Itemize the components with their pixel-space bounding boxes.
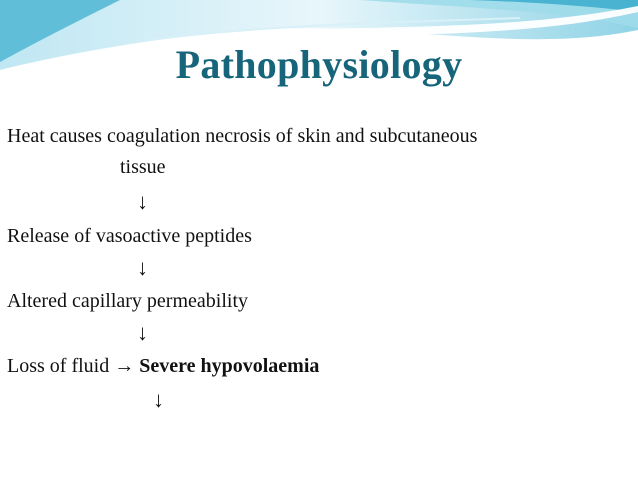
body-line-5-prefix: Loss of fluid → (7, 355, 135, 377)
body-line-2: tissue (120, 156, 166, 178)
body-line-5 (7, 354, 319, 378)
slide-title (0, 40, 638, 90)
flow-arrow-2: ↓ (137, 255, 148, 280)
flow-arrow-3: ↓ (137, 320, 148, 345)
body-line-1: Heat causes coagulation necrosis of skin and subcutaneous (7, 125, 478, 147)
body-line-4: Altered capillary permeability (7, 290, 249, 312)
flow-arrow-1: ↓ (137, 189, 148, 214)
flow-arrow-4: ↓ (153, 387, 164, 412)
body-line-5-emphasis: Severe hypovolaemia (139, 355, 320, 377)
slide-title-text: Pathophysiology (175, 42, 463, 87)
body-line-3: Release of vasoactive peptides (7, 225, 252, 247)
